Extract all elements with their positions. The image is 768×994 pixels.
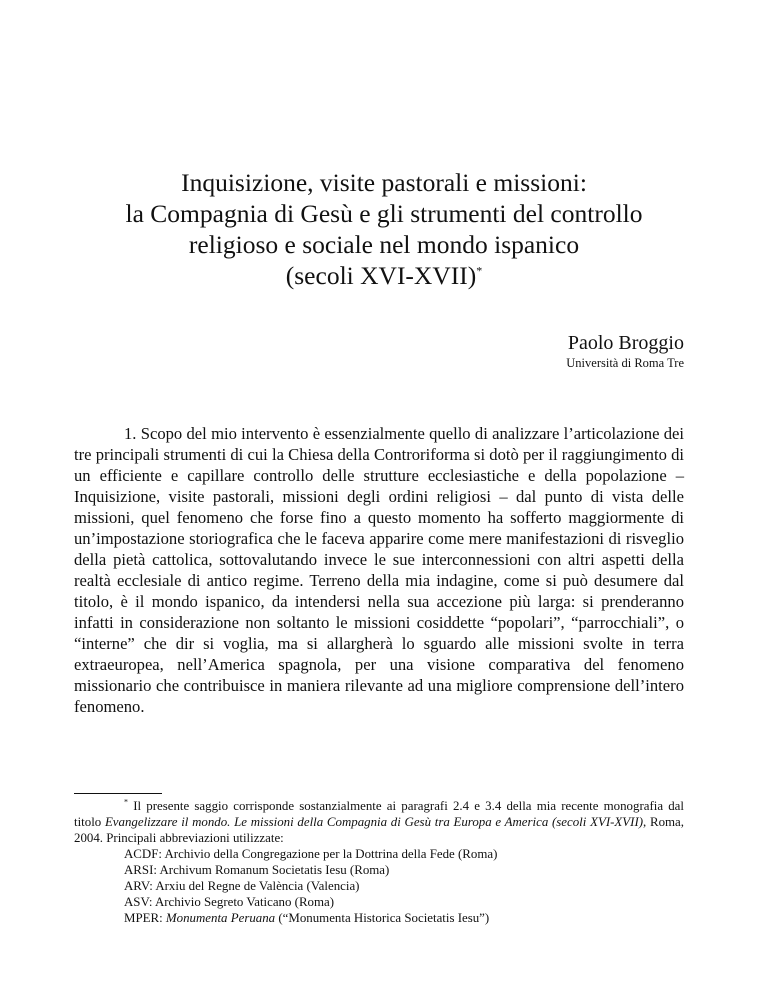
abbreviation-text: Arxiu del Regne de València (Valencia) (155, 879, 360, 893)
abbreviation-key: ASV: (124, 895, 153, 909)
author-block (566, 331, 684, 371)
title-line-3: religioso e sociale nel mondo ispanico (188, 230, 580, 259)
paragraph-1-text: 1. Scopo del mio intervento è essenzialmente quello di analizzare l’articolazione dei tre principali strumenti di cui la Chiesa della Controriforma si dotò per il raggiungimento di un efficiente e capillare controllo delle strutture ecclesiastiche e della popolazione – Inquisizione, visite pastorali, missioni degli ordini religiosi – dal punto di vista delle missioni, quel fenomeno che forse fino a questo momento ha sofferto maggiormente di un’impostazione storiografica che le faceva apparire come mere manifestazioni di risveglio della pietà cattolica, sottovalutando invece le sue interconnessioni con altri aspetti della realtà ecclesiale di antico regime. Terreno della mia indagine, come si può desumere dal titolo, è il mondo ispanico, da intendersi nella sua accezione più larga: si prenderanno infatti in considerazione non soltanto le missioni cosiddette “popolari”, “parrocchiali”, o “interne” che dir si voglia, ma si allargherà lo sguardo alle missioni svolte in terra extraeuropea, nell’America spagnola, per una visione comparativa del fenomeno missionario che contribuisce in maniera rilevante ad una migliore comprensione dell’intero fenomeno. (74, 424, 684, 716)
author-affiliation: Università di Roma Tre (566, 356, 684, 370)
abbreviation-text: Archivum Romanum Societatis Iesu (Roma) (159, 863, 390, 877)
abbreviation-text: Archivio della Congregazione per la Dottrina della Fede (Roma) (164, 847, 498, 861)
footnote-text (74, 798, 684, 846)
article-title (60, 167, 708, 291)
author-name: Paolo Broggio (567, 332, 684, 354)
abbreviation-key: ACDF: (124, 847, 162, 861)
abbreviation-item (124, 862, 684, 878)
abbreviation-text: (“Monumenta Historica Societatis Iesu”) (278, 911, 490, 925)
title-footnote-mark[interactable]: * (476, 263, 483, 278)
footnote (74, 798, 684, 926)
footnote-text-after: , Roma, 2004. Principali abbreviazioni utilizzate: (74, 815, 684, 845)
footnote-book-title: Evangelizzare il mondo. Le missioni della Compagnia di Gesù tra Europa e America (secoli XVI-XVII) (104, 815, 644, 829)
abbreviation-item (124, 910, 684, 926)
title-line-4: (secoli XVI-XVII) (285, 261, 477, 290)
abbreviation-key: ARSI: (124, 863, 157, 877)
abbreviation-item (124, 846, 684, 862)
abbreviation-item (124, 878, 684, 894)
footnote-separator (74, 793, 162, 794)
abbreviation-italic: Monumenta Peruana (165, 911, 276, 925)
abbreviation-key: MPER: (124, 911, 163, 925)
footnote-mark: * (124, 797, 128, 807)
abbreviation-text: Archivio Segreto Vaticano (Roma) (154, 895, 335, 909)
abbreviation-list (74, 846, 684, 926)
abbreviation-key: ARV: (124, 879, 153, 893)
abbreviation-item (124, 894, 684, 910)
title-line-2: la Compagnia di Gesù e gli strumenti del controllo (125, 199, 643, 228)
title-line-1: Inquisizione, visite pastorali e missioni: (181, 168, 587, 197)
footnote-text-before: Il presente saggio corrisponde sostanzialmente ai paragrafi 2.4 e 3.4 della mia recente monografia dal titolo (74, 799, 684, 829)
body-paragraph (74, 423, 684, 717)
